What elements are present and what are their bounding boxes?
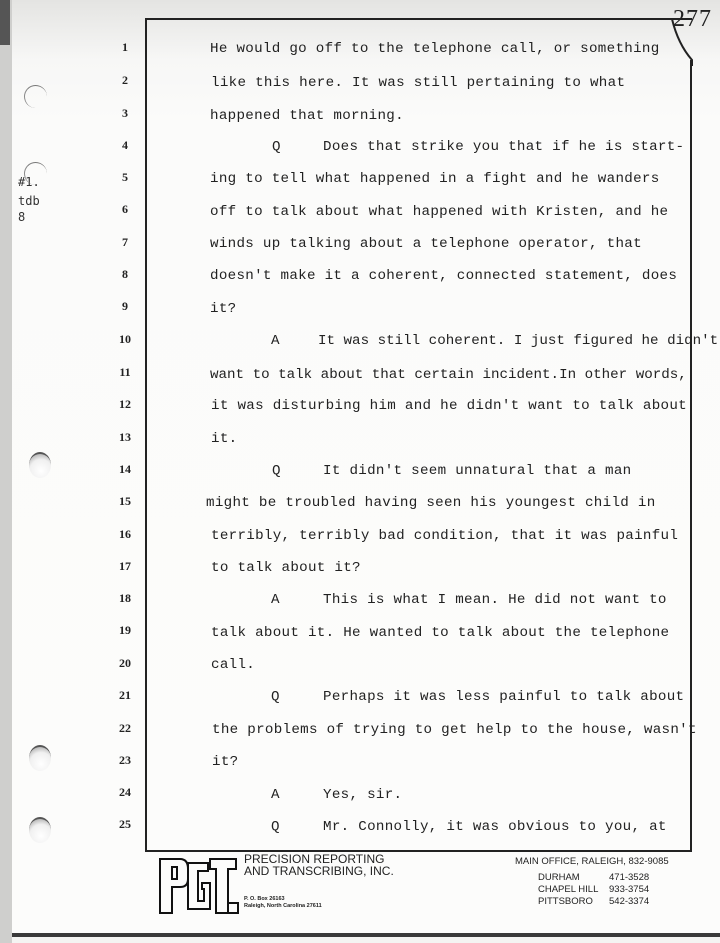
- margin-note-initials: tdb: [18, 194, 40, 208]
- line-number: 18: [119, 591, 131, 605]
- speaker-label: Q: [271, 819, 280, 835]
- transcript-line: This is what I mean. He did not want to: [323, 592, 667, 608]
- margin-note-number: 8: [18, 210, 26, 224]
- transcript-line: call.: [211, 657, 256, 673]
- line-number: 16: [119, 527, 131, 541]
- transcript-line: the problems of trying to get help to the house, wasn't: [212, 722, 697, 738]
- page-edge: [0, 0, 12, 943]
- speaker-label: Q: [272, 463, 281, 479]
- transcript-line: winds up talking about a telephone operator, that: [210, 236, 642, 252]
- transcript-line: it?: [210, 301, 237, 317]
- office-city: CHAPEL HILL: [538, 884, 599, 895]
- speaker-label: A: [271, 787, 280, 803]
- line-number: 6: [122, 202, 128, 216]
- line-number: 20: [119, 656, 131, 670]
- office-phone: 542-3374: [609, 896, 650, 907]
- faint-hole-mark: [24, 162, 47, 185]
- transcript-line: Perhaps it was less painful to talk about: [323, 689, 685, 705]
- margin-note-exhibit: #1.: [18, 175, 40, 189]
- transcript-line: He would go off to the telephone call, or something: [210, 41, 660, 57]
- transcript-line: to talk about it?: [211, 560, 361, 576]
- line-number: 24: [119, 785, 131, 799]
- transcript-line: It was still coherent. I just figured he didn't: [318, 333, 719, 349]
- line-number: 25: [119, 817, 131, 831]
- transcript-line: terribly, terribly bad condition, that it was painful: [211, 528, 679, 544]
- binder-hole: [29, 452, 51, 478]
- line-number: 14: [119, 462, 131, 476]
- transcript-line: Yes, sir.: [323, 787, 403, 803]
- company-address: P. O. Box 26163 Raleigh, North Carolina 27611: [244, 896, 322, 909]
- speaker-label: Q: [272, 139, 281, 155]
- office-phone: 471-3528: [609, 872, 650, 883]
- transcript-line: Mr. Connolly, it was obvious to you, at: [323, 819, 667, 835]
- line-number: 12: [119, 397, 131, 411]
- transcript-line: like this here. It was still pertaining to what: [211, 75, 626, 91]
- line-number: 8: [122, 267, 128, 281]
- line-number: 4: [122, 138, 128, 152]
- binder-hole: [29, 745, 51, 771]
- office-city: DURHAM: [538, 872, 580, 883]
- transcript-line: want to talk about that certain incident.In other words,: [210, 367, 687, 383]
- line-number: 10: [119, 332, 131, 346]
- binder-shadow: [0, 0, 10, 45]
- transcript-line: doesn't make it a coherent, connected statement, does: [210, 268, 678, 284]
- line-number: 2: [122, 73, 128, 87]
- faint-hole-mark: [24, 85, 47, 108]
- line-number: 7: [122, 235, 128, 249]
- speaker-label: A: [271, 333, 280, 349]
- transcript-line: talk about it. He wanted to talk about the telephone: [211, 625, 670, 641]
- line-number: 17: [119, 559, 131, 573]
- company-name: PRECISION REPORTING AND TRANSCRIBING, INC.: [244, 852, 394, 878]
- speaker-label: A: [271, 592, 280, 608]
- office-phone: 933-3754: [609, 884, 650, 895]
- office-row: [538, 896, 649, 907]
- transcript-line: it was disturbing him and he didn't want to talk about: [211, 398, 687, 414]
- office-city: PITTSBORO: [538, 896, 593, 907]
- transcript-line: it.: [211, 431, 238, 447]
- line-number: 23: [119, 753, 131, 767]
- line-number: 3: [122, 106, 128, 120]
- speaker-label: Q: [271, 689, 280, 705]
- transcript-line: happened that morning.: [210, 108, 404, 124]
- main-office: MAIN OFFICE, RALEIGH, 832-9085: [515, 856, 669, 867]
- binder-hole: [29, 817, 51, 843]
- line-number: 5: [122, 170, 128, 184]
- line-number: 15: [119, 494, 131, 508]
- line-number: 13: [119, 430, 131, 444]
- office-row: [538, 884, 649, 895]
- line-number: 19: [119, 623, 131, 637]
- line-number: 21: [119, 688, 131, 702]
- line-number: 11: [119, 365, 131, 379]
- transcript-line: off to talk about what happened with Kristen, and he: [210, 204, 669, 220]
- page-number: 277: [673, 6, 712, 32]
- company-logo: [158, 855, 240, 917]
- transcript-line: It didn't seem unnatural that a man: [323, 463, 632, 479]
- transcript-line: it?: [212, 754, 239, 770]
- transcript-line: might be troubled having seen his youngest child in: [206, 495, 656, 511]
- transcript-line: Does that strike you that if he is start-: [323, 139, 685, 155]
- line-number: 1: [122, 40, 128, 54]
- transcript-line: ing to tell what happened in a fight and he wanders: [210, 171, 660, 187]
- line-number: 22: [119, 721, 131, 735]
- office-row: [538, 872, 649, 883]
- line-number: 9: [122, 299, 128, 313]
